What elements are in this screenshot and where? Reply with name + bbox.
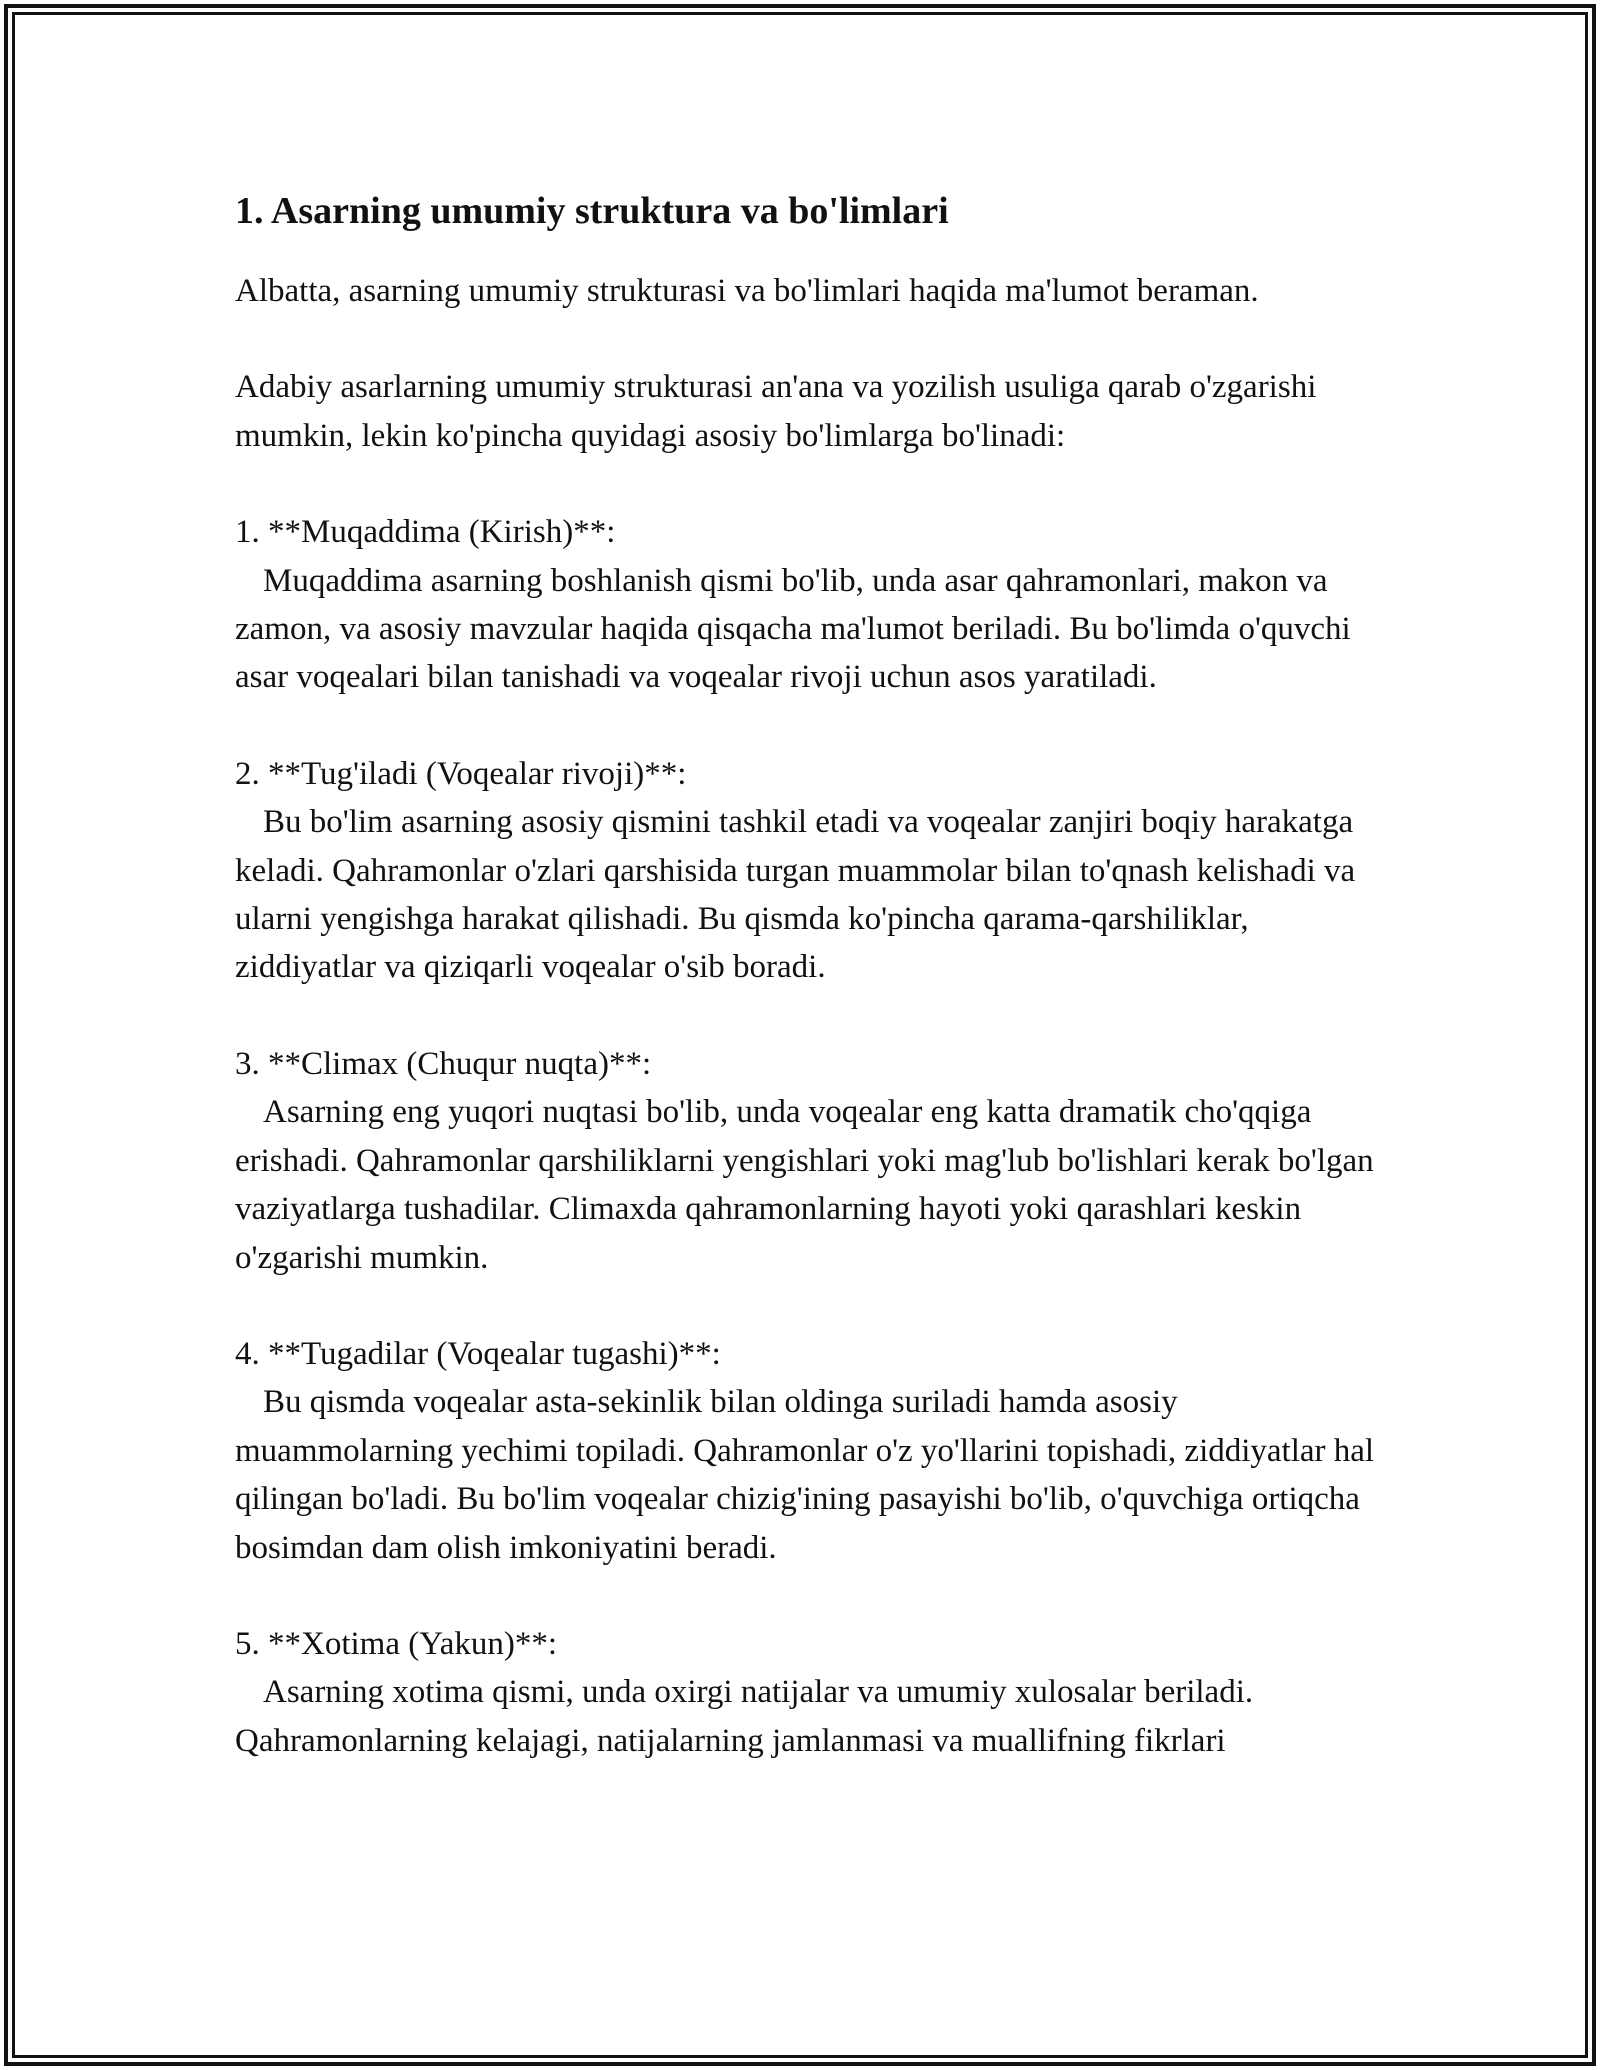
section-body: Bu bo'lim asarning asosiy qismini tashkil etadi va voqealar zanjiri boqiy harakatga keladi. Qahramonlar o'zlari qarshisida turgan muammolar bilan to'qnash kelishadi va ularni yengishga harakat qilishadi. Bu qismda ko'pincha qarama-qarshiliklar, ziddiyatlar va qiziqarli voqealar o'sib boradi. [235,804,1364,986]
section-heading: 5. **Xotima (Yakun)**: [235,1625,558,1662]
section-heading: 4. **Tugadilar (Voqealar tugashi)**: [235,1335,721,1372]
section-climax [235,1040,1385,1282]
section-body: Muqaddima asarning boshlanish qismi bo'lib, unda asar qahramonlari, makon va zamon, va asosiy mavzular haqida qisqacha ma'lumot beriladi. Bu bo'limda o'quvchi asar voqealari bilan tanishadi va voqealar rivoji uchun asos yaratiladi. [235,562,1359,696]
section-xotima [235,1620,1385,1765]
section-tugadilar [235,1330,1385,1572]
intro-paragraph-1: Albatta, asarning umumiy strukturasi va bo'limlari haqida ma'lumot beraman. [235,273,1259,309]
section-body: Bu qismda voqealar asta-sekinlik bilan oldinga suriladi hamda asosiy muammolarning yechimi topiladi. Qahramonlar o'z yo'llarini topishadi, ziddiyatlar hal qilingan bo'ladi. Bu bo'lim voqealar chizig'ining pasayishi bo'lib, o'quvchiga ortiqcha bosimdan dam olish imkoniyatini beradi. [235,1384,1383,1566]
document-title: 1. Asarning umumiy struktura va bo'limlari [235,190,949,232]
intro-paragraph-2: Adabiy asarlarning umumiy strukturasi an'ana va yozilish usuliga qarab o'zgarishi mumkin, lekin ko'pincha quyidagi asosiy bo'limlarga bo'linadi: [235,369,1325,454]
section-heading: 2. **Tug'iladi (Voqealar rivoji)**: [235,755,687,792]
document-content [235,185,1385,1813]
section-heading: 1. **Muqaddima (Kirish)**: [235,514,616,551]
section-body: Asarning xotima qismi, unda oxirgi natijalar va umumiy xulosalar beriladi. Qahramonlarning kelajagi, natijalarning jamlanmasi va muallifning fikrlari [235,1674,1262,1759]
section-muqaddima [235,508,1385,702]
section-body: Asarning eng yuqori nuqtasi bo'lib, unda voqealar eng katta dramatik cho'qqiga erishadi. Qahramonlar qarshiliklarni yengishlari yoki mag'lub bo'lishlari kerak bo'lgan vaziyatlarga tushadilar. Climaxda qahramonlarning hayoti yoki qarashlari keskin o'zgarishi mumkin. [235,1094,1382,1276]
section-tugiladi [235,750,1385,992]
section-heading: 3. **Climax (Chuqur nuqta)**: [235,1045,652,1082]
